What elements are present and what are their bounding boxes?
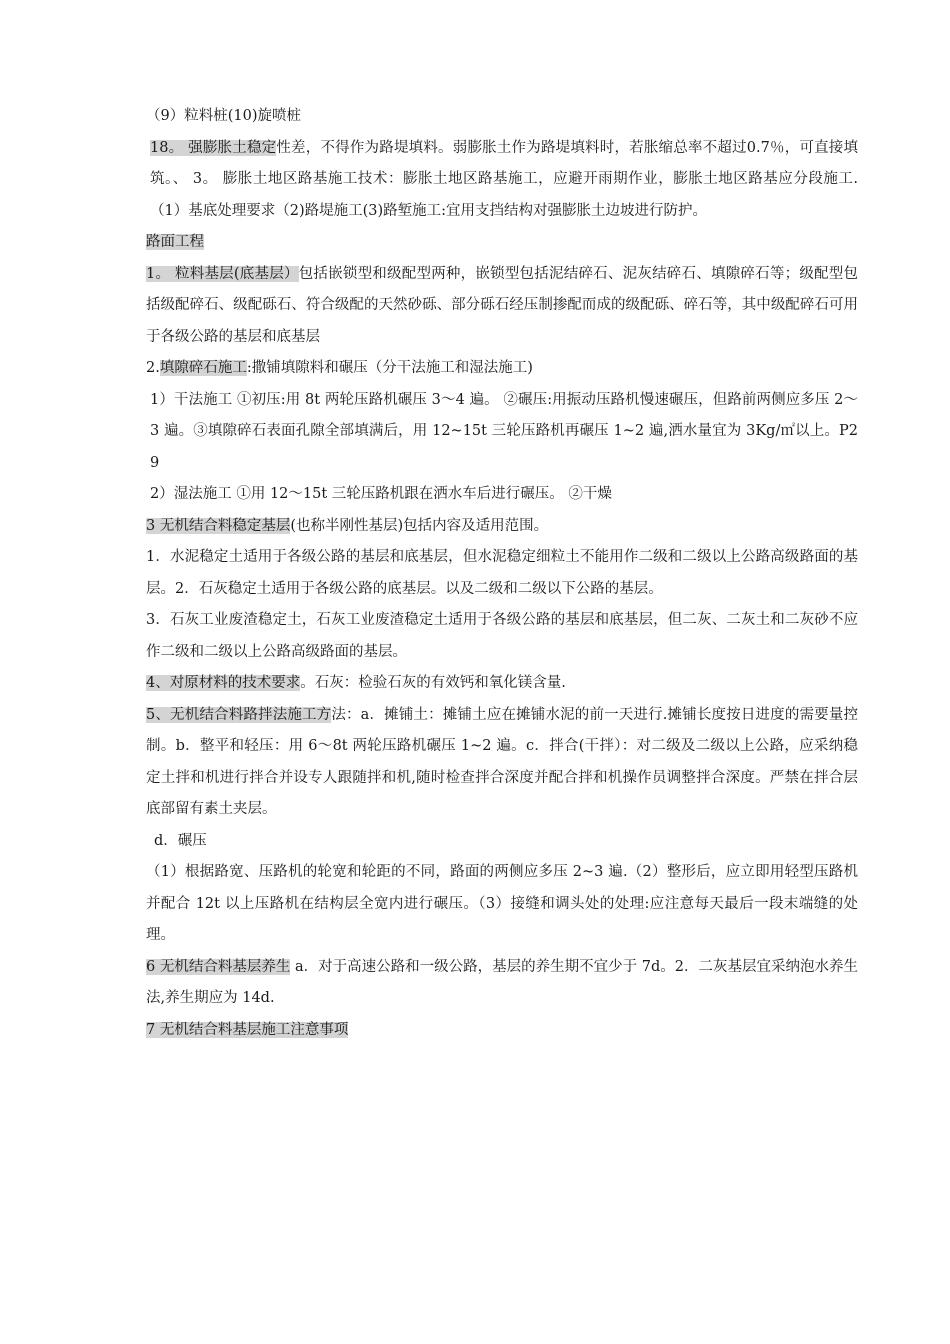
- text: 性差，不得作为路堤填料。弱膨胀土作为路堤填料时，若胀缩总率不超过0.7％，可直接填筑。、 3。 膨胀土地区路基施工技术：膨胀土地区路基施工，应避开雨期作业，膨胀土地区路基应分段施工.（1）基底处理要求（2)路堤施工(3)路堑施工:宜用支挡结构对强膨胀土边坡进行防护。: [150, 139, 858, 219]
- paragraph-dry-method: [146, 385, 858, 480]
- highlighted-heading: 路面工程: [146, 234, 204, 250]
- highlighted-heading: 1。 粒料基层(底基层）: [146, 265, 299, 282]
- text: 2）湿法施工 ①用 12～15t 三轮压路机跟在洒水车后进行碾压。 ②干燥: [150, 486, 612, 502]
- text: 。石灰：检验石灰的有效钙和氧化镁含量.: [300, 675, 566, 691]
- paragraph-cement-lime: [146, 542, 858, 605]
- paragraph-rolling-details: [146, 857, 858, 952]
- text: d．碾压: [154, 832, 207, 849]
- section-heading-pavement: [146, 227, 858, 259]
- text: 法：a．摊铺土：摊铺土应在摊铺水泥的前一天进行.摊铺长度按日进度的需要量控制。b．整平和轻压：用 6～8t 两轮压路机碾压 1~2 遍。c．拌合(干拌）：对二级及二级以上公路，应采纳稳定土拌和机进行拌合并设专人跟随拌和机,随时检查拌合深度并配合拌和机操作员调整拌合深度。严禁在拌合层底部留有素土夹层。: [146, 706, 858, 817]
- paragraph-road-mix: [146, 700, 858, 826]
- highlighted-heading: 7 无机结合料基层施工注意事项: [146, 1021, 349, 1038]
- paragraph-precautions: [146, 1015, 858, 1047]
- highlighted-heading: 4、对原材料的技术要求: [146, 675, 301, 691]
- highlighted-heading: 18。 强膨胀土稳定: [150, 139, 277, 156]
- document-body: [146, 101, 858, 1046]
- text: a．对于高速公路和一级公路，基层的养生期不宜少于 7d。2．二灰基层宜采纳泡水养生法,养生期应为 14d.: [146, 958, 859, 1006]
- paragraph-raw-materials: [146, 668, 858, 700]
- paragraph-curing: [146, 952, 858, 1015]
- text: 3．石灰工业废渣稳定土，石灰工业废渣稳定土适用于各级公路的基层和底基层，但二灰、二灰土和二灰砂不应作二级和二级以上公路高级路面的基层。: [146, 612, 858, 660]
- paragraph-filled-macadam: [146, 353, 858, 385]
- text: 1．水泥稳定土适用于各级公路的基层和底基层，但水泥稳定细粒土不能用作二级和二级以上公路高级路面的基层。2．石灰稳定土适用于各级公路的底基层。以及二级和二级以下公路的基层。: [146, 549, 858, 597]
- highlighted-heading: 6 无机结合料基层养生: [146, 958, 291, 975]
- paragraph-rolling: [146, 826, 858, 858]
- text: :撒铺填隙料和碾压（分干法施工和湿法施工): [246, 360, 533, 376]
- text: 包括嵌锁型和级配型两种，嵌锁型包括泥结碎石、泥灰结碎石、填隙碎石等；级配型包括级配碎石、级配砾石、符合级配的天然砂砾、部分砾石经压制掺配而成的级配砾、碎石等，其中级配碎石可用于各级公路的基层和底基层: [146, 265, 858, 345]
- paragraph-pile-types: [146, 101, 858, 133]
- highlighted-heading: 3 无机结合料稳定基层: [146, 517, 291, 534]
- text: （1）根据路宽、压路机的轮宽和轮距的不同，路面的两侧应多压 2~3 遍.（2）整形后，应立即用轻型压路机并配合 12t 以上压路机在结构层全宽内进行碾压。（3）接缝和调头处的处理:应注意每天最后一段末端缝的处理。: [146, 864, 858, 943]
- paragraph-wet-method: [146, 479, 858, 511]
- paragraph-granular-base: [146, 259, 858, 354]
- highlighted-heading: 填隙碎石施工: [159, 360, 247, 376]
- paragraph-industrial-waste: [146, 605, 858, 668]
- paragraph-expansive-soil: [146, 133, 858, 228]
- highlighted-heading: 5、无机结合料路拌法施工方: [146, 706, 332, 723]
- text: (也称半刚性基层)包括内容及适用范围。: [290, 517, 549, 534]
- text: 1）干法施工 ①初压:用 8t 两轮压路机碾压 3～4 遍。 ②碾压:用振动压路机慢速碾压，但路前两侧应多压 2～3 遍。③填隙碎石表面孔隙全部填满后，用 12~15t 三轮压路机再碾压 1~2 遍,洒水量宜为 3Kg/㎡以上。P29: [150, 391, 858, 471]
- text: 2.: [146, 360, 160, 376]
- paragraph-inorganic-base: [146, 511, 858, 543]
- text: （9）粒料桩(10)旋喷桩: [146, 108, 301, 124]
